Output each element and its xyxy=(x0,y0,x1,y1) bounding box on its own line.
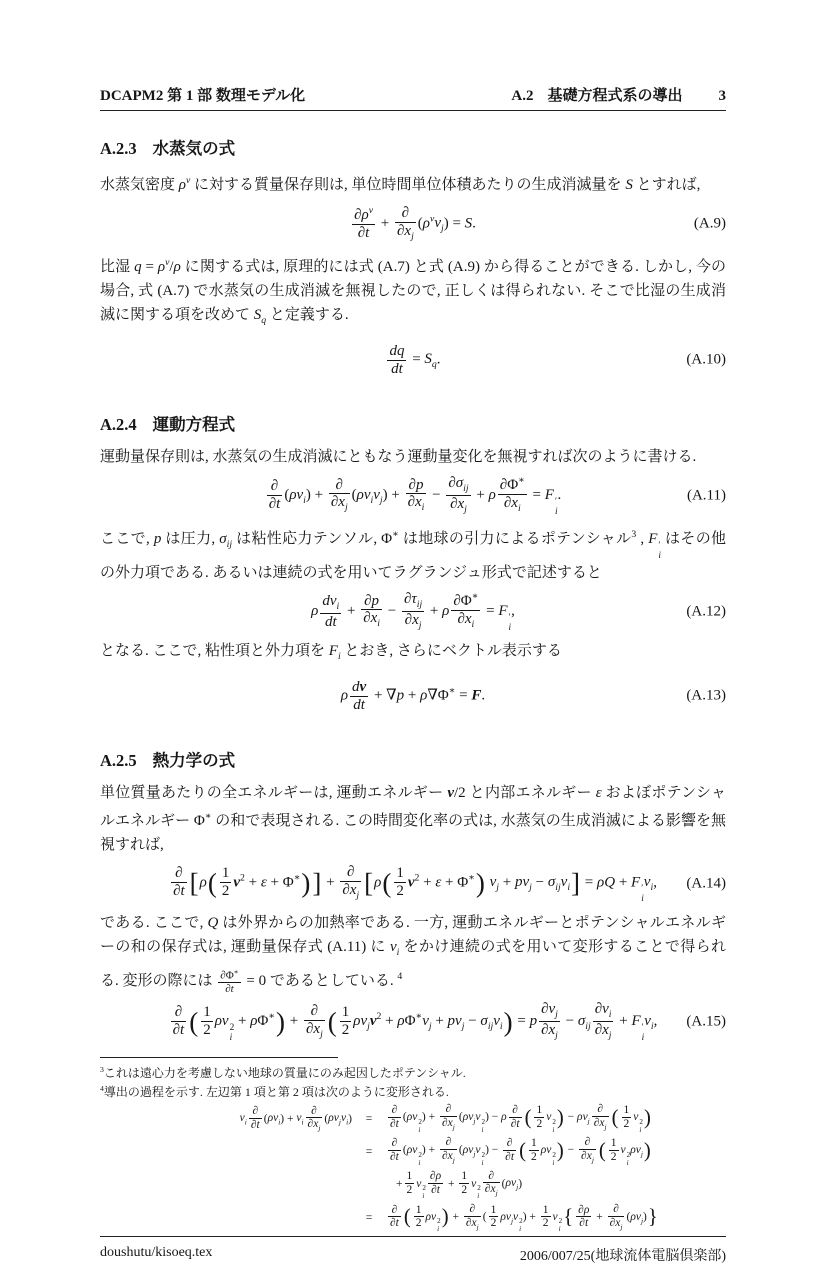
footer-date-club: 2006/007/25(地球流体電脳倶楽部) xyxy=(519,1248,726,1264)
paragraph: となる. ここで, 粘性項と外力項を $F_i$ とおき, さらにベクトル表示する xyxy=(100,643,562,663)
equation-a13 xyxy=(100,674,726,718)
section-heading-a24 xyxy=(100,411,726,435)
equation-tag: (A.13) xyxy=(686,687,726,704)
paragraph: 運動量保存則は, 水蒸気の生成消滅にともなう運動量変化を無視すれば次のように書ける. xyxy=(100,449,697,465)
equation-a12 xyxy=(100,590,726,634)
section-heading-a23 xyxy=(100,135,726,159)
equation-body: ∂ ∂t ( $\frac{1}{2}$ ρv 2 i + ρΦ∗) + ∂ $\partial x_j$ ( $\frac{1}{2}$ $\rho v_jv^2 + \rho\Phi^∗v_j + pv_j - \sigma_{ij}v_i) = p$ $\frac{\partial v_j}{\partial x_j}$ − $\sigma_{ij}$ $\frac{\partial v_i}{\partial x_j}$ + F ′ i $v_i$, xyxy=(172,1001,658,1044)
equation-tag: (A.15) xyxy=(686,1013,726,1030)
equation-a9 xyxy=(100,202,726,246)
section-heading-a25 xyxy=(100,747,726,771)
paragraph: である. ここで, Q は外界からの加熱率である. 一方, 運動エネルギーとポテンシャルエネルギーの和の保存式は, 運動量保存式 (A.11) に $v_i$ をかけ連続の式を用いて変形することで得られる. 変形の際には $\frac{\partial\Phi^∗}{\partial t}$ = 0 であるとしている. $^4$ xyxy=(100,915,726,995)
equation-body: $\frac{\partial\rho^v}{\partial t}$ + ∂ $\partial x_j$ $(\rho^vv_j) = S$. xyxy=(354,205,476,242)
derivation-rhs: ∂ ∂t (ρv 2 i ) + ∂ $\partial x_j$ ($\rho v_jv$ 2 i ) − ∂ ∂t ( $\frac{1}{2}$ ρv 2 i ) − ∂ $\partial x_j$ ( $\frac{1}{2}$ v 2 i $\rho v_j$) xyxy=(390,1136,651,1167)
section-equation-of-motion xyxy=(100,387,726,723)
footer-filename: doushutu/kisoeq.tex xyxy=(100,1244,213,1260)
derivation-row xyxy=(100,1136,726,1167)
section-title: 運動方程式 xyxy=(152,415,236,434)
equation-a10 xyxy=(100,338,726,382)
paragraph: 水蒸気密度 $\rho^v$ に対する質量保存則は, 単位時間単位体積あたりの生成消滅量を S とすれば, xyxy=(100,175,701,193)
equation-body: ∂ ∂t $(\rho v_i)$ + ∂ $\partial x_j$ $(\rho v_iv_j)$ + $\frac{\partial p}{\partial x_i}$ − $\partial\sigma_{ij}$ $\partial x_j$ + ρ $\frac{\partial\Phi^∗}{\partial x_i}$ = F ′ i . xyxy=(268,475,562,517)
derivation-row xyxy=(100,1170,726,1201)
page-number: 3 xyxy=(718,88,726,104)
section-title: 水蒸気の式 xyxy=(152,139,236,158)
section-title: 熱力学の式 xyxy=(152,751,236,771)
equation-tag: (A.12) xyxy=(686,603,726,620)
equation-body: ρ $dv_i$ dt + $\frac{\partial p}{\partial x_i}$ − $\partial\tau_{ij}$ $\partial x_j$ + ρ $\frac{\partial\Phi^∗}{\partial x_i}$ = F ′ i , xyxy=(311,591,515,633)
equation-body: ∂ ∂t [ρ( $\frac{1}{2}$ $v^2 + \varepsilon + \Phi^∗$)] + ∂ $\partial x_j$ [ρ( $\frac{1}{2}$ $v^2 + \varepsilon + \Phi^∗$) $v_j + pv_j - \sigma_{ij}v_i] = \rho Q + F$ ′ i $v_i$, xyxy=(173,863,657,905)
derivation-row xyxy=(100,1203,726,1234)
equation-body: ρ $\frac{dv}{dt}$ + ∇p + ρ∇Φ∗ = F. xyxy=(340,678,486,713)
derivation-row xyxy=(100,1103,726,1134)
section-number: A.2.3 xyxy=(100,139,137,158)
paragraph: 比湿 $q = \rho^v/\rho$ に関する式は, 原理的には式 (A.7) と式 (A.9) から得ることができる. しかし, 今の場合, 式 (A.7) で水蒸気の生成消滅を無視したので, 正しくは得られない. そこで比湿の生成消滅に関する項を改めて $S_q$ と定義する. xyxy=(100,257,726,326)
header-right xyxy=(511,84,726,105)
equation-a14 xyxy=(100,862,726,906)
equation-tag: (A.14) xyxy=(686,875,726,892)
footnote-3: $^3$これは遠心力を考慮しない地球の質量にのみ起因したポテンシャル. xyxy=(100,1065,466,1081)
equation-a15 xyxy=(100,1000,726,1044)
paragraph: ここで, p は圧力, $\sigma_{ij}$ は粘性応力テンソル, Φ∗ は地球の引力によるポテンシャル$^3$ , F ′ i はその他の外力項である. あるいは連続の式を用いてラグランジュ形式で記述すると xyxy=(100,529,727,582)
footnote-derivation xyxy=(100,1103,726,1234)
equation-body: $\frac{dq}{dt}$ = $S_q$. xyxy=(389,342,441,377)
derivation-rhs: + $\frac{1}{2}$ v 2 i $\frac{\partial\rho}{\partial t}$ + $\frac{1}{2}$ v 2 i ∂ $\partial x_j$ $(\rho v_j)$ xyxy=(396,1169,523,1200)
paragraph: 単位質量あたりの全エネルギーは, 運動エネルギー v/2 と内部エネルギー ε およぼポテンシャルエネルギー Φ∗ の和で表現される. この時間変化率の式は, 水蒸気の生成消滅による影響を無視すれば, xyxy=(100,785,726,854)
derivation-lhs: $v_i$ ∂ ∂t $(\rho v_i) + v_i$ ∂ $\partial x_j$ $(\rho v_jv_i)$ xyxy=(239,1104,352,1133)
header-left-title: DCAPM2 第 1 部 数理モデル化 xyxy=(100,88,306,104)
footnote-4: $^4$導出の過程を示す. 左辺第 1 項と第 2 項は次のように変形される. xyxy=(100,1084,449,1100)
section-thermodynamics xyxy=(100,723,726,1049)
equation-tag: (A.11) xyxy=(686,487,726,504)
footnote-rule xyxy=(100,1057,338,1058)
equation-a11 xyxy=(100,474,726,518)
section-number: A.2.5 xyxy=(100,751,137,771)
page-footer xyxy=(100,1236,726,1265)
section-water-vapor xyxy=(100,111,726,387)
section-number: A.2.4 xyxy=(100,415,137,434)
footnotes xyxy=(100,1057,726,1236)
page-header xyxy=(100,84,726,111)
derivation-relation: = xyxy=(365,1145,373,1158)
derivation-rhs: ∂ ∂t ( $\frac{1}{2}$ ρv 2 i ) + ∂ $\partial x_j$ ( $\frac{1}{2}$ $\rho v_jv$ 2 i ) + $\frac{1}{2}$ v 2 i { $\frac{\partial\rho}{\partial t}$ + ∂ $\partial x_j$ $(\rho v_j)$} xyxy=(390,1202,658,1233)
header-section-title: 基礎方程式系の導出 xyxy=(547,88,683,104)
derivation-relation: = xyxy=(365,1112,373,1125)
equation-tag: (A.9) xyxy=(693,215,726,232)
equation-tag: (A.10) xyxy=(686,351,726,368)
derivation-relation: = xyxy=(365,1212,373,1225)
derivation-rhs: ∂ ∂t (ρv 2 i ) + ∂ $\partial x_j$ ($\rho v_jv$ 2 i ) − ρ ∂ ∂t ( $\frac{1}{2}$ v 2 i ) − $\rho v_j$ ∂ $\partial x_j$ ( $\frac{1}{2}$ v 2 i ) xyxy=(390,1103,651,1134)
header-section-number: A.2 xyxy=(511,88,534,104)
